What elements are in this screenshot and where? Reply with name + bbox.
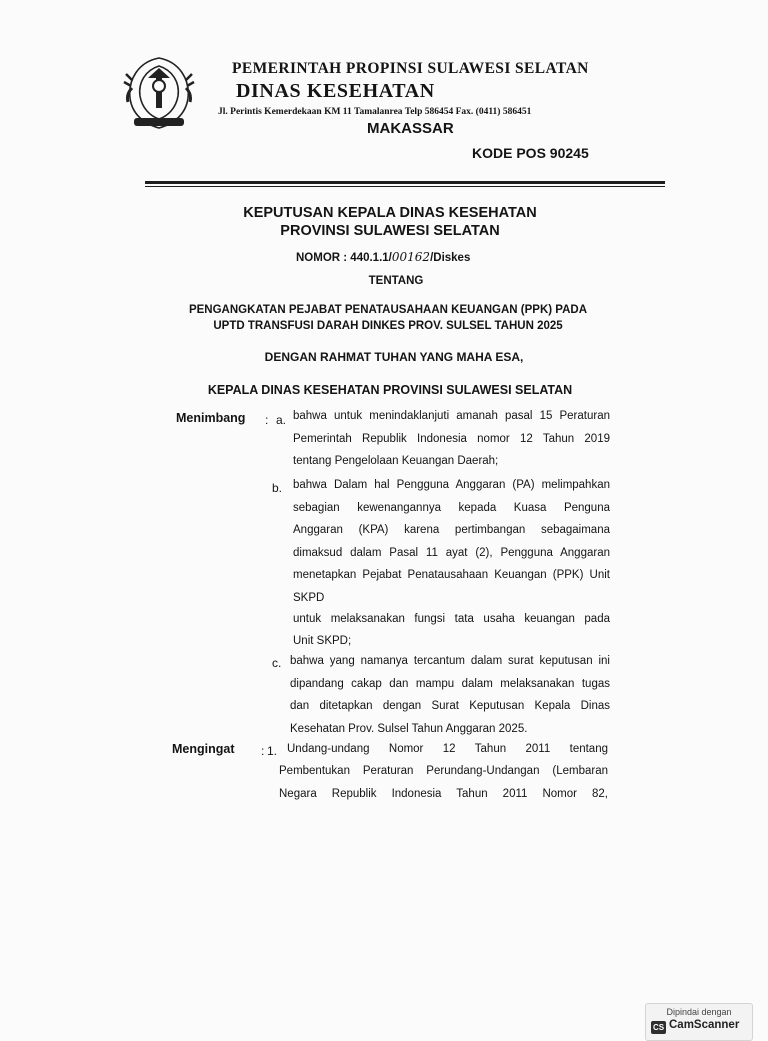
menimbang-c-line: Kesehatan Prov. Sulsel Tahun Anggaran 2025. (290, 722, 528, 735)
decree-title-line2: PROVINSI SULAWESI SELATAN (280, 223, 500, 239)
menimbang-c-line: dipandang cakap dan mampu dalam melaksanakan tugas (290, 677, 610, 690)
menimbang-a-line: Pemerintah Republik Indonesia nomor 12 Tahun 2019 (293, 432, 610, 445)
menimbang-b-line: Unit SKPD; (293, 635, 352, 647)
government-name: PEMERINTAH PROPINSI SULAWESI SELATAN (232, 60, 589, 77)
agency-city: MAKASSAR (367, 120, 454, 137)
menimbang-b-line: Anggaran (KPA) karena pertimbangan sebagaimana (293, 524, 610, 536)
menimbang-a-line: tentang Pengelolaan Keuangan Daerah; (293, 455, 499, 467)
menimbang-colon: : (265, 413, 269, 427)
camscanner-icon: CS (652, 1023, 665, 1032)
letterhead-divider-thin (145, 186, 665, 187)
mengingat-item-1-continued (279, 760, 608, 805)
mengingat-colon: : (261, 744, 265, 758)
agency-address: Jl. Perintis Kemerdekaan KM 11 Tamalanrea Telp 586454 Fax. (0411) 586451 (218, 107, 532, 117)
menimbang-a-line: bahwa untuk menindaklanjuti amanah pasal 15 Peraturan (293, 410, 610, 422)
camscanner-badge (645, 1003, 753, 1041)
menimbang-item-c (290, 650, 610, 740)
mengingat-label: Mengingat (172, 742, 235, 756)
menimbang-b-line: untuk melaksanakan fungsi tata usaha keuangan pada (293, 612, 610, 625)
menimbang-b-line: sebagian kewenangannya kepada Kuasa Penguna (293, 501, 610, 514)
subject-line1: PENGANGKATAN PEJABAT PENATAUSAHAAN KEUANGAN (PPK) PADA (188, 304, 588, 316)
menimbang-c-line: bahwa yang namanya tercantum dalam surat keputusan ini (290, 655, 610, 667)
menimbang-b-line: dimaksud dalam Pasal 11 ayat (2), Pengguna Anggaran (293, 546, 610, 559)
tentang-heading: TENTANG (368, 275, 424, 287)
invocation: DENGAN RAHMAT TUHAN YANG MAHA ESA, (264, 350, 524, 364)
mengingat-1-line: Undang-undang Nomor 12 Tahun 2011 tentang (287, 743, 608, 755)
menimbang-b-line: bahwa Dalam hal Pengguna Anggaran (PA) melimpahkan (293, 479, 610, 491)
menimbang-item-b (293, 474, 610, 653)
mengingat-item-1-marker: 1. (267, 744, 278, 758)
subject-line2: UPTD TRANSFUSI DARAH DINKES PROV. SULSEL TAHUN 2025 (213, 320, 563, 332)
government-emblem-logo (118, 52, 200, 134)
decree-number-prefix: NOMOR : 440.1.1/ (296, 252, 392, 264)
postal-code: KODE POS 90245 (472, 145, 589, 161)
menimbang-b-line: SKPD (293, 591, 325, 604)
decree-title-line1: KEPUTUSAN KEPALA DINAS KESEHATAN (243, 205, 537, 221)
decree-number-handwritten: 00162 (391, 250, 431, 264)
letterhead-divider-thick (145, 181, 665, 184)
menimbang-item-b-marker: b. (272, 481, 283, 495)
menimbang-c-line: dan ditetapkan dengan Surat Keputusan Kepala Dinas (290, 700, 610, 712)
menimbang-label: Menimbang (176, 411, 246, 425)
decree-number-suffix: /Diskes (430, 252, 471, 264)
menimbang-item-c-marker: c. (272, 656, 282, 670)
scanner-app-name: CamScanner (669, 1019, 740, 1031)
issuer-heading: KEPALA DINAS KESEHATAN PROVINSI SULAWESI SELATAN (207, 383, 573, 397)
menimbang-b-line: menetapkan Pejabat Penatausahaan Keuangan (PPK) Unit (293, 569, 610, 581)
mengingat-1-line: Negara Republik Indonesia Tahun 2011 Nomor 82, (279, 787, 608, 800)
menimbang-item-a (293, 405, 610, 473)
scanner-caption: Dipindai dengan (666, 1007, 732, 1017)
menimbang-item-a-marker: a. (276, 413, 287, 427)
mengingat-1-line: Pembentukan Peraturan Perundang-Undangan (Lembaran (279, 765, 608, 777)
mengingat-item-1 (287, 738, 608, 761)
decree-number (296, 250, 470, 264)
agency-name: DINAS KESEHATAN (236, 80, 435, 102)
